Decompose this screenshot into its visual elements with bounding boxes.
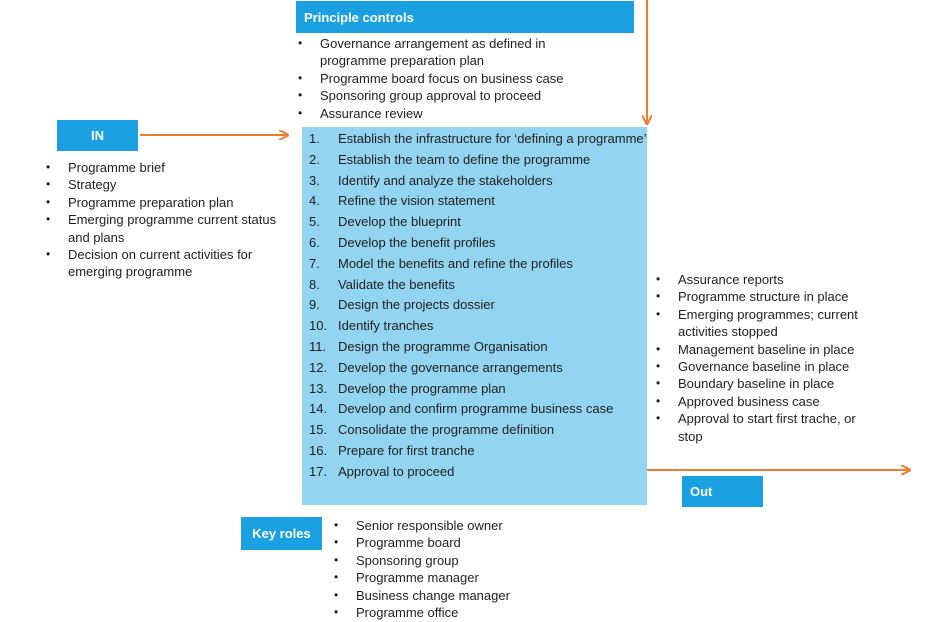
step-text: Design the programme Organisation [338, 338, 548, 354]
step-text: Consolidate the programme definition [338, 422, 555, 438]
step-number: 17. [309, 463, 328, 479]
step-number: 3. [309, 172, 320, 188]
step-item [302, 462, 647, 483]
principle-controls-title: Principle controls [296, 1, 634, 33]
step-item [302, 171, 647, 192]
control-item: • Sponsoring group approval to proceed [296, 87, 596, 104]
role-item: • Senior responsible owner [332, 517, 552, 534]
step-number: 12. [309, 359, 328, 375]
step-item [302, 254, 647, 275]
output-item: • Approved business case [654, 393, 879, 410]
step-item [302, 358, 647, 379]
step-text: Develop the benefit profiles [338, 234, 496, 250]
role-item: • Programme board [332, 534, 552, 551]
key-roles-list [332, 517, 552, 621]
step-text: Establish the infrastructure for ‘defining a programme’ [338, 131, 647, 146]
input-item: • Decision on current activities for emerging programme [44, 246, 289, 281]
control-item: • Assurance review [296, 105, 596, 122]
role-item: • Business change manager [332, 587, 552, 604]
out-label: Out [682, 476, 763, 507]
process-steps-box [302, 127, 647, 505]
step-text: Prepare for first tranche [338, 442, 475, 458]
step-number: 1. [309, 131, 320, 146]
control-item: • Governance arrangement as defined in programme preparation plan [296, 35, 596, 70]
step-number: 11. [309, 338, 327, 354]
step-item [302, 420, 647, 441]
step-item [302, 191, 647, 212]
output-item: • Governance baseline in place [654, 358, 879, 375]
in-list [44, 159, 289, 281]
output-item: • Approval to start first trache, or stop [654, 410, 879, 445]
key-roles-label: Key roles [241, 517, 322, 550]
output-item: • Emerging programmes; current activities stopped [654, 306, 879, 341]
step-item [302, 275, 647, 296]
step-number: 6. [309, 234, 320, 250]
step-number: 2. [309, 151, 320, 167]
process-steps-list [302, 127, 647, 483]
input-item: • Emerging programme current status and plans [44, 211, 289, 246]
step-item [302, 129, 647, 150]
step-text: Approval to proceed [338, 463, 455, 479]
output-item: • Assurance reports [654, 271, 879, 288]
step-text: Develop the governance arrangements [338, 359, 563, 375]
step-number: 7. [309, 255, 320, 271]
input-item: • Programme preparation plan [44, 194, 289, 211]
step-item [302, 295, 647, 316]
step-number: 4. [309, 193, 320, 209]
output-item: • Management baseline in place [654, 341, 879, 358]
step-number: 13. [309, 380, 328, 396]
role-item: • Programme manager [332, 569, 552, 586]
role-item: • Sponsoring group [332, 552, 552, 569]
step-item [302, 212, 647, 233]
step-number: 9. [309, 297, 320, 313]
input-item: • Strategy [44, 176, 289, 193]
step-text: Model the benefits and refine the profiles [338, 255, 573, 271]
step-item [302, 379, 647, 400]
step-text: Develop the blueprint [338, 214, 461, 230]
step-text: Develop the programme plan [338, 380, 506, 396]
step-text: Refine the vision statement [338, 193, 495, 209]
step-number: 15. [309, 422, 328, 438]
step-text: Establish the team to define the programme [338, 151, 591, 167]
step-number: 8. [309, 276, 320, 292]
input-item: • Programme brief [44, 159, 289, 176]
step-text: Identify tranches [338, 318, 434, 334]
step-text: Develop and confirm programme business case [338, 401, 614, 417]
control-item: • Programme board focus on business case [296, 70, 596, 87]
step-item [302, 150, 647, 171]
step-item [302, 337, 647, 358]
principle-controls-list [296, 35, 596, 122]
step-number: 10. [309, 318, 328, 334]
step-number: 16. [309, 442, 328, 458]
step-number: 5. [309, 214, 320, 230]
step-number: 14. [309, 401, 328, 417]
step-item [302, 316, 647, 337]
output-item: • Boundary baseline in place [654, 375, 879, 392]
step-item [302, 399, 647, 420]
output-item: • Programme structure in place [654, 288, 879, 305]
step-item [302, 441, 647, 462]
out-list [654, 271, 879, 445]
in-label: IN [57, 120, 138, 151]
step-text: Validate the benefits [338, 276, 455, 292]
step-item [302, 233, 647, 254]
step-text: Identify and analyze the stakeholders [338, 172, 553, 188]
role-item: • Programme office [332, 604, 552, 621]
step-text: Design the projects dossier [338, 297, 495, 313]
